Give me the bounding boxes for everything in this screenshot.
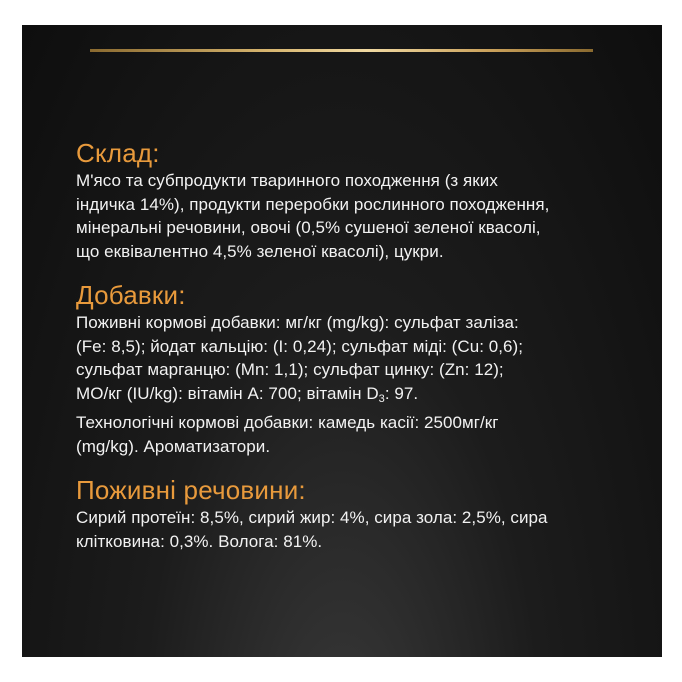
vitamin-value: : 97. xyxy=(384,383,419,403)
decorative-gold-divider xyxy=(90,49,593,52)
vitamin-d-subscript: 3 xyxy=(378,392,385,405)
composition-text-block xyxy=(76,139,636,571)
nutrients-line-1: Сирий протеїн: 8,5%, сирий жир: 4%, сира зола: 2,5%, сира xyxy=(76,508,548,527)
vitamin-text: МО/кг (IU/kg): вітамін А: 700; вітамін D xyxy=(76,383,379,403)
composition-section xyxy=(76,139,636,263)
composition-line-3: мінеральні речовини, овочі (0,5% сушеної зеленої квасолі, xyxy=(76,218,541,237)
additives-section xyxy=(76,281,636,458)
composition-heading: Склад: xyxy=(76,138,160,168)
product-info-panel xyxy=(22,25,662,657)
additives-heading: Добавки: xyxy=(76,280,186,310)
additives-line-3: сульфат марганцю: (Mn: 1,1); сульфат цинку: (Zn: 12); xyxy=(76,360,504,379)
additives-line-1: Поживні кормові добавки: мг/кг (mg/kg): сульфат заліза: xyxy=(76,313,519,332)
composition-line-4: що еквівалентно 4,5% зеленої квасолі), цукри. xyxy=(76,241,444,261)
additives-line-5: Технологічні кормові добавки: камедь касії: 2500мг/кг xyxy=(76,413,499,432)
composition-line-2: індичка 14%), продукти переробки рослинного походження, xyxy=(76,194,550,214)
additives-line-6: (mg/kg). Ароматизатори. xyxy=(76,436,271,456)
composition-line-1: М'ясо та субпродукти тваринного походження (з яких xyxy=(76,171,498,190)
nutrients-section xyxy=(76,476,636,553)
nutrients-heading: Поживні речовини: xyxy=(76,475,306,505)
nutrients-line-2: клітковина: 0,3%. Волога: 81%. xyxy=(76,531,323,551)
additives-vitamin-line xyxy=(76,382,636,412)
additives-line-2: (Fe: 8,5); йодат кальцію: (I: 0,24); сульфат міді: (Cu: 0,6); xyxy=(76,336,524,356)
